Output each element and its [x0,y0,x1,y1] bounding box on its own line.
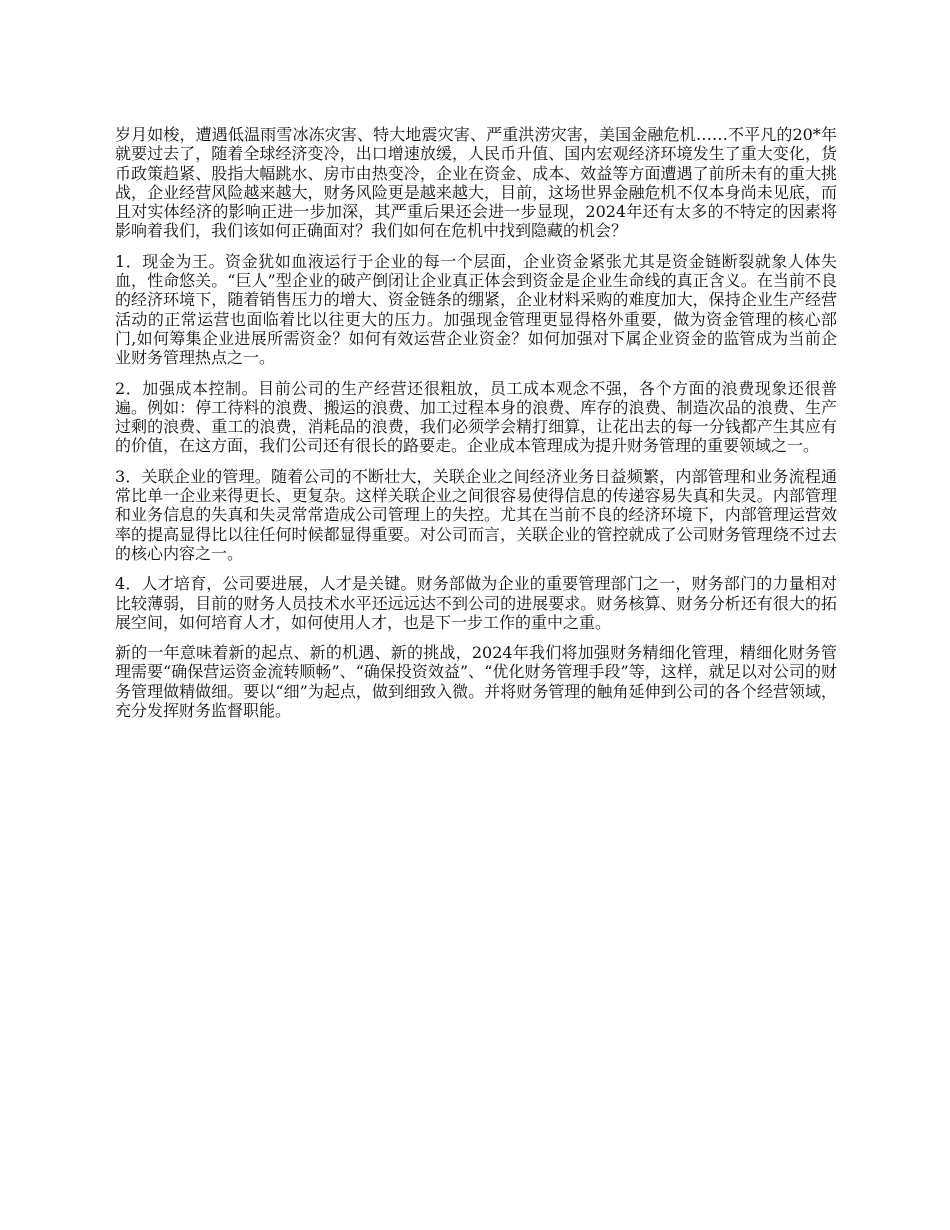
paragraph-intro: 岁月如梭，遭遇低温雨雪冰冻灾害、特大地震灾害、严重洪涝灾害，美国金融危机……不平凡的20*年就要过去了，随着全球经济变冷，出口增速放缓，人民币升值、国内宏观经济环境发生了重大变化，货币政策趋紧、股指大幅跳水、房市由热变冷，企业在资金、成本、效益等方面遭遇了前所未有的重大挑战，企业经营风险越来越大，财务风险更是越来越大，目前，这场世界金融危机不仅本身尚未见底，而且对实体经济的影响正进一步加深，其严重后果还会进一步显现，2024年还有太多的不特定的因素将影响着我们，我们该如何正确面对？我们如何在危机中找到隐藏的机会？ [115,125,837,241]
paragraph-cost-control: 2．加强成本控制。目前公司的生产经营还很粗放，员工成本观念不强，各个方面的浪费现象还很普遍。例如：停工待料的浪费、搬运的浪费、加工过程本身的浪费、库存的浪费、制造次品的浪费、生产过剩的浪费、重工的浪费，消耗品的浪费，我们必须学会精打细算，让花出去的每一分钱都产生其应有的价值，在这方面，我们公司还有很长的路要走。企业成本管理成为提升财务管理的重要领域之一。 [115,378,837,456]
paragraph-cash-is-king: 1．现金为王。资金犹如血液运行于企业的每一个层面，企业资金紧张尤其是资金链断裂就象人体失血，性命悠关。“巨人”型企业的破产倒闭让企业真正体会到资金是企业生命线的真正含义。在当前不良的经济环境下，随着销售压力的增大、资金链条的绷紧，企业材料采购的难度加大，保持企业生产经营活动的正常运营也面临着比以往更大的压力。加强现金管理更显得格外重要，做为资金管理的核心部门,如何筹集企业进展所需资金？如何有效运营企业资金？如何加强对下属企业资金的监管成为当前企业财务管理热点之一。 [115,251,837,368]
paragraph-talent-development: 4．人才培育，公司要进展，人才是关键。财务部做为企业的重要管理部门之一，财务部门的力量相对比较薄弱，目前的财务人员技术水平还远远达不到公司的进展要求。财务核算、财务分析还有很大的拓展空间，如何培育人才，如何使用人才，也是下一步工作的重中之重。 [115,574,837,632]
paragraph-conclusion: 新的一年意味着新的起点、新的机遇、新的挑战，2024年我们将加强财务精细化管理，精细化财务管理需要“确保营运资金流转顺畅”、“确保投资效益”、“优化财务管理手段”等，这样，就足以对公司的财务管理做精做细。要以“细”为起点，做到细致入微。并将财务管理的触角延伸到公司的各个经营领域，充分发挥财务监督职能。 [115,643,837,721]
document-body [115,125,837,731]
paragraph-affiliate-management: 3．关联企业的管理。随着公司的不断壮大，关联企业之间经济业务日益频繁，内部管理和业务流程通常比单一企业来得更长、更复杂。这样关联企业之间很容易使得信息的传递容易失真和失灵。内部管理和业务信息的失真和失灵常常造成公司管理上的失控。尤其在当前不良的经济环境下，内部管理运营效率的提高显得比以往任何时候都显得重要。对公司而言，关联企业的管控就成了公司财务管理绕不过去的核心内容之一。 [115,466,837,563]
